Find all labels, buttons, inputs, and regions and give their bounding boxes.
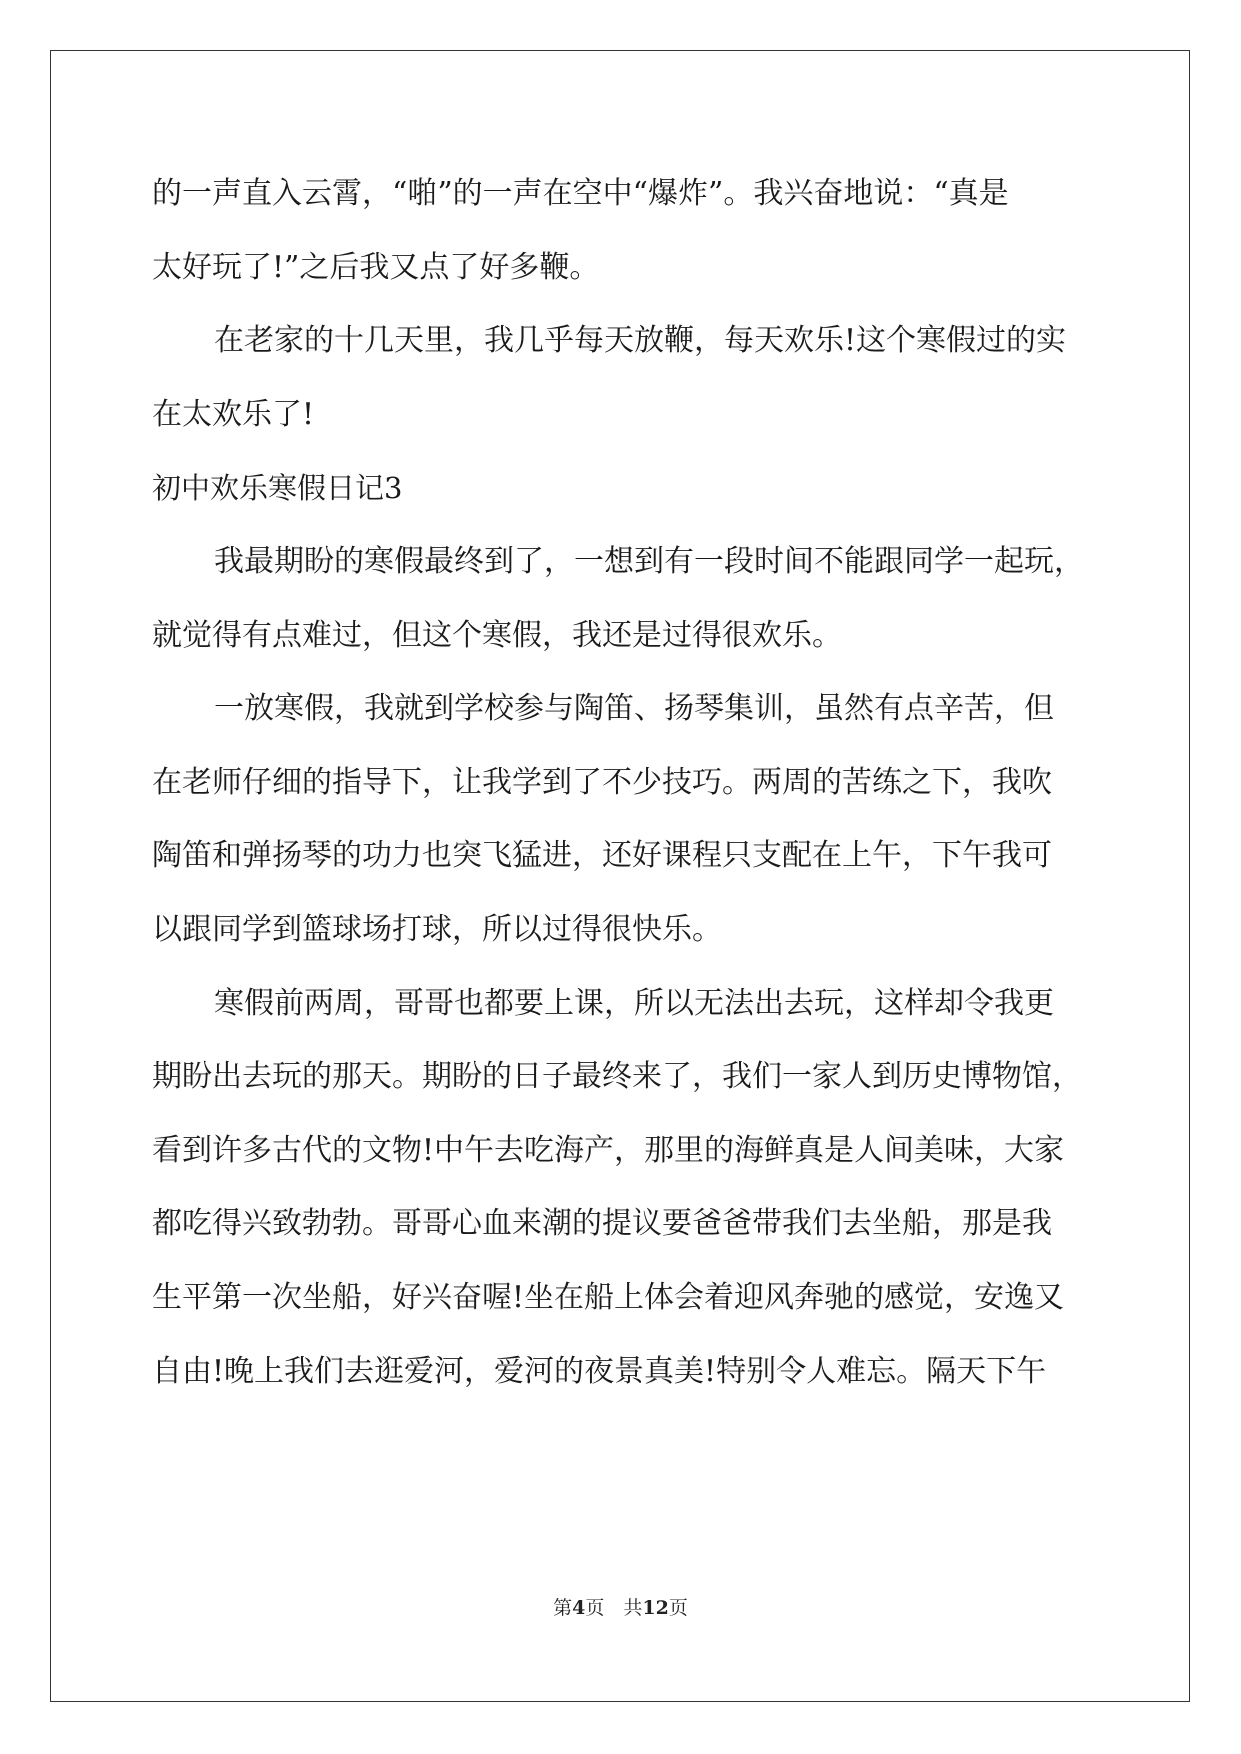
- footer-prefix: 第: [553, 1597, 573, 1619]
- text-line: 在太欢乐了!: [152, 396, 315, 432]
- text-line: 以跟同学到篮球场打球，所以过得很快乐。: [152, 911, 722, 947]
- text-line: 在老师仔细的指导下，让我学到了不少技巧。两周的苦练之下，我吹: [152, 764, 1052, 800]
- text-line: 都吃得兴致勃勃。哥哥心血来潮的提议要爸爸带我们去坐船，那是我: [152, 1206, 1052, 1242]
- text-line: 看到许多古代的文物!中午去吃海产，那里的海鲜真是人间美味，大家: [152, 1132, 1065, 1168]
- text-line: 太好玩了!”之后我又点了好多鞭。: [152, 249, 600, 285]
- total-page-number: 12: [642, 1597, 669, 1619]
- document-body: [152, 164, 1097, 1415]
- text-line: 自由!晚上我们去逛爱河，爱河的夜景真美!特别令人难忘。隔天下午: [152, 1353, 1047, 1389]
- text-line: 陶笛和弹扬琴的功力也突飞猛进，还好课程只支配在上午，下午我可: [152, 838, 1052, 874]
- text-line: 期盼出去玩的那天。期盼的日子最终来了，我们一家人到历史博物馆，: [152, 1059, 1082, 1095]
- current-page-number: 4: [572, 1597, 586, 1619]
- text-line: 的一声直入云霄，“啪”的一声在空中“爆炸”。我兴奋地说：“真是: [152, 176, 1009, 211]
- footer-middle: 页 共: [585, 1597, 643, 1619]
- footer-suffix: 页: [668, 1597, 688, 1619]
- text-line: 寒假前两周，哥哥也都要上课，所以无法出去玩，这样却令我更: [214, 985, 1054, 1021]
- text-line: 生平第一次坐船，好兴奋喔!坐在船上体会着迎风奔驰的感觉，安逸又: [152, 1279, 1065, 1315]
- text-line: 我最期盼的寒假最终到了，一想到有一段时间不能跟同学一起玩，: [214, 543, 1084, 579]
- text-line: 就觉得有点难过，但这个寒假，我还是过得很欢乐。: [152, 617, 842, 653]
- page-footer: [0, 1593, 1241, 1620]
- section-heading: 初中欢乐寒假日记3: [152, 471, 403, 506]
- text-line: 在老家的十几天里，我几乎每天放鞭，每天欢乐!这个寒假过的实: [214, 323, 1067, 359]
- text-line: 一放寒假，我就到学校参与陶笛、扬琴集训，虽然有点辛苦，但: [214, 691, 1054, 727]
